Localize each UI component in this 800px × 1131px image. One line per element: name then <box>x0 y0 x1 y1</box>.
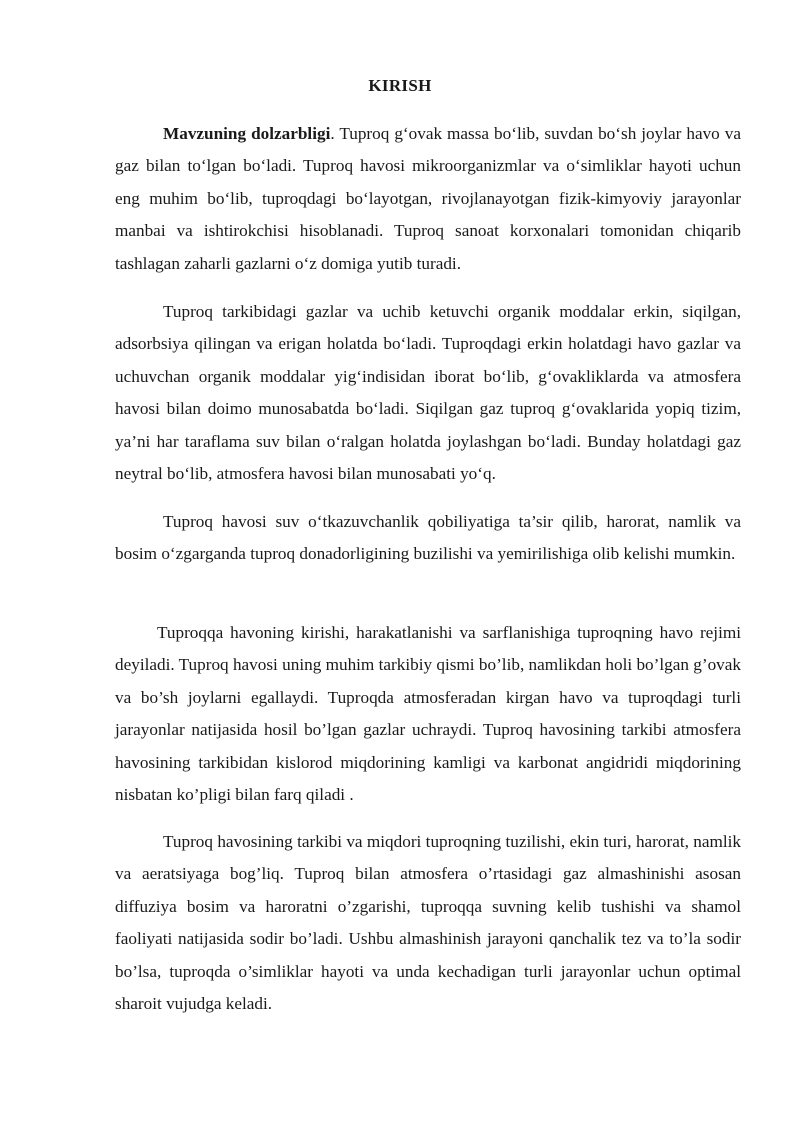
page-title: KIRISH <box>368 76 432 95</box>
paragraph-5: Tuproq havosining tarkibi va miqdori tuproqning tuzilishi, ekin turi, harorat, namlik va aeratsiyaga bog’liq. Tuproq bilan atmosfera o’rtasidagi gaz almashinishi asosan diffuziya bosim va haroratni o’zgarishi, tuproqqa suvning kelib tushishi va shamol faoliyati natijasida sodir bo’ladi. Ushbu almashinish jarayoni qanchalik tez va to’la sodir bo’lsa, tuproqda o’simliklar hayoti va unda kechadigan turli jarayonlar uchun optimal sharoit vujudga keladi. <box>115 832 741 1014</box>
paragraph-1 <box>115 118 741 280</box>
paragraph-3: Tuproq havosi suv o‘tkazuvchanlik qobiliyatiga ta’sir qilib, harorat, namlik va bosim o‘zgarganda tuproq donadorligining buzilishi va yemirilishiga olib kelishi mumkin. <box>115 512 741 564</box>
paragraph-4: Tuproqqa havoning kirishi, harakatlanishi va sarflanishiga tuproqning havo rejimi deyiladi. Tuproq havosi uning muhim tarkibiy qismi bo’lib, namlikdan holi bo’lgan g’ovak va bo’sh joylarni egallaydi. Tuproqda atmosferadan kirgan havo va tuproqdagi turli jarayonlar natijasida hosil bo’lgan gazlar uchraydi. Tuproq havosining tarkibi atmosfera havosining tarkibidan kislorod miqdorining kamligi va karbonat angidridi miqdorining nisbatan ko’pligi bilan farq qiladi . <box>115 623 741 805</box>
paragraph-2: Tuproq tarkibidagi gazlar va uchib ketuvchi organik moddalar erkin, siqilgan, adsorbsiya qilingan va erigan holatda bo‘ladi. Tuproqdagi erkin holatdagi havo gazlar va uchuvchan organik moddalar yig‘indisidan iborat bo‘lib, g‘ovakliklarda va atmosfera havosi bilan doimo munosabatda bo‘ladi. Siqilgan gaz tuproq g‘ovaklarida yopiq tizim, ya’ni har taraflama suv bilan o‘ralgan holatda joylashgan bo‘ladi. Bunday holatdagi gaz neytral bo‘lib, atmosfera havosi bilan munosabati yo‘q. <box>115 302 741 484</box>
paragraph-1-lead: Mavzuning dolzarbligi <box>163 124 331 143</box>
paragraph-1-text: . Tuproq g‘ovak massa bo‘lib, suvdan bo‘sh joylar havo va gaz bilan to‘lgan bo‘ladi. Tuproq havosi mikroorganizmlar va o‘simliklar hayoti uchun eng muhim bo‘lib, tuproqdagi bo‘layotgan, rivojlanayotgan fizik-kimyoviy jarayonlar manbai va ishtirokchisi hisoblanadi. Tuproq sanoat korxonalari tomonidan chiqarib tashlagan zaharli gazlarni o‘z domiga yutib turadi. <box>115 124 741 273</box>
